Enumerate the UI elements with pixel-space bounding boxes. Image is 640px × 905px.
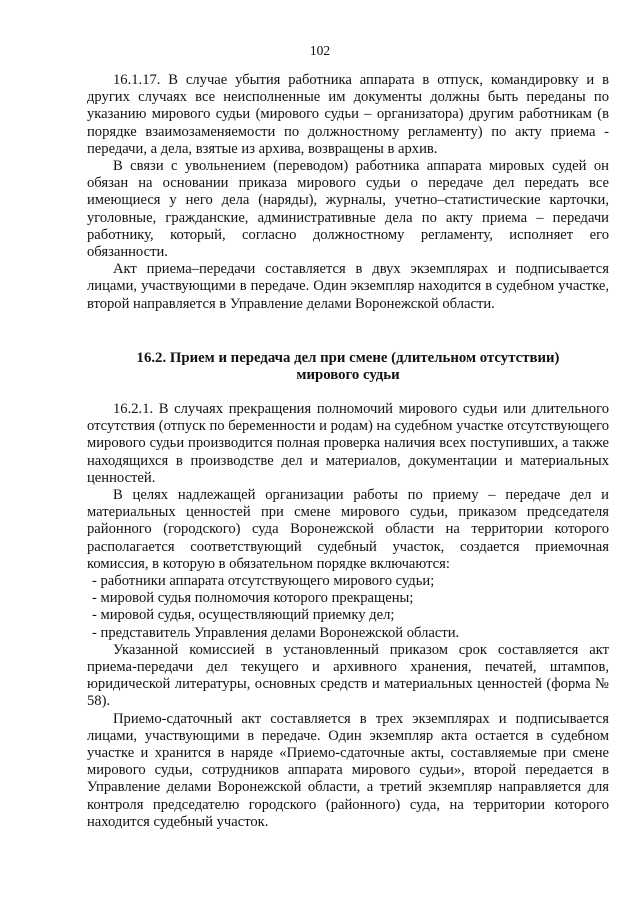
paragraph-acceptance-act: Акт приема–передачи составляется в двух экземплярах и подписывается лицами, участвующими в передаче. Один экземпляр находится в судебном участке, второй направляется в Управление делами Воронежской области. xyxy=(87,261,609,312)
heading-line-2: мирового судьи xyxy=(296,367,400,383)
paragraph-commission-act: Указанной комиссией в установленный приказом срок составляется акт приема-передачи дел текущего и архивного хранения, печатей, штампов, юридической литературы, основных средств и материальных ценностей (форма № 58). xyxy=(87,641,609,710)
list-item: - мировой судья полномочия которого прекращены; xyxy=(92,590,414,607)
list-item: - представитель Управления делами Воронежской области. xyxy=(92,624,460,641)
paragraph-16-1-17: 16.1.17. В случае убытия работника аппарата в отпуск, командировку и в других случаях все неисполненные им документы должны быть переданы по указанию мирового судьи (мирового судьи – организатора) другим работникам (в порядке взаимозаменяемости по должностному регламенту) по акту приема - передачи, а дела, взятые из архива, возвращены в архив. xyxy=(87,72,609,157)
paragraph-dismissal: В связи с увольнением (переводом) работника аппарата мировых судей он обязан на основании приказа мирового судьи о передаче дел передать все имеющиеся у него дела (наряды), журналы, учетно–статистические карточки, уголовные, гражданские, административные дела по акту приема – передачи работнику, который, согласно должностному регламенту, исполняет его обязанности. xyxy=(87,158,609,261)
section-16-1-text xyxy=(87,72,609,313)
section-heading xyxy=(87,350,609,384)
heading-line-1: 16.2. Прием и передача дел при смене (длительном отсутствии) xyxy=(136,350,560,366)
paragraph-commission: В целях надлежащей организации работы по приему – передаче дел и материальных ценностей при смене мирового судьи, приказом председателя районного (городского) суда Воронежской области на территории которого располагается соответствующий судебный участок, создается приемочная комиссия, в которую в обязательном порядке включаются: xyxy=(87,487,609,572)
page-number: 102 xyxy=(309,43,331,58)
section-16-2-text xyxy=(87,401,609,831)
list-item: - мировой судья, осуществляющий приемку дел; xyxy=(92,607,395,624)
list-item: - работники аппарата отсутствующего мирового судьи; xyxy=(92,573,435,590)
paragraph-handover-act: Приемо-сдаточный акт составляется в трех экземплярах и подписывается лицами, участвующими в передаче. Один экземпляр акта остается в судебном участке и хранится в наряде «Приемо-сдаточные акты, составляемые при смене мирового судьи, сотрудников аппарата мирового судьи», второй передается в Управление делами Воронежской области, а третий экземпляр направляется для контроля председателю городского (районного) суда, на территории которого находится судебный участок. xyxy=(87,710,609,830)
commission-members-list xyxy=(87,573,609,642)
paragraph-16-2-1: 16.2.1. В случаях прекращения полномочий мирового судьи или длительного отсутствия (отпуск по беременности и родам) на судебном участке отсутствующего мирового судьи производится полная проверка наличия всех поступивших, а также находящихся в производстве дел и материалов, документации и материальных ценностей. xyxy=(87,401,609,486)
